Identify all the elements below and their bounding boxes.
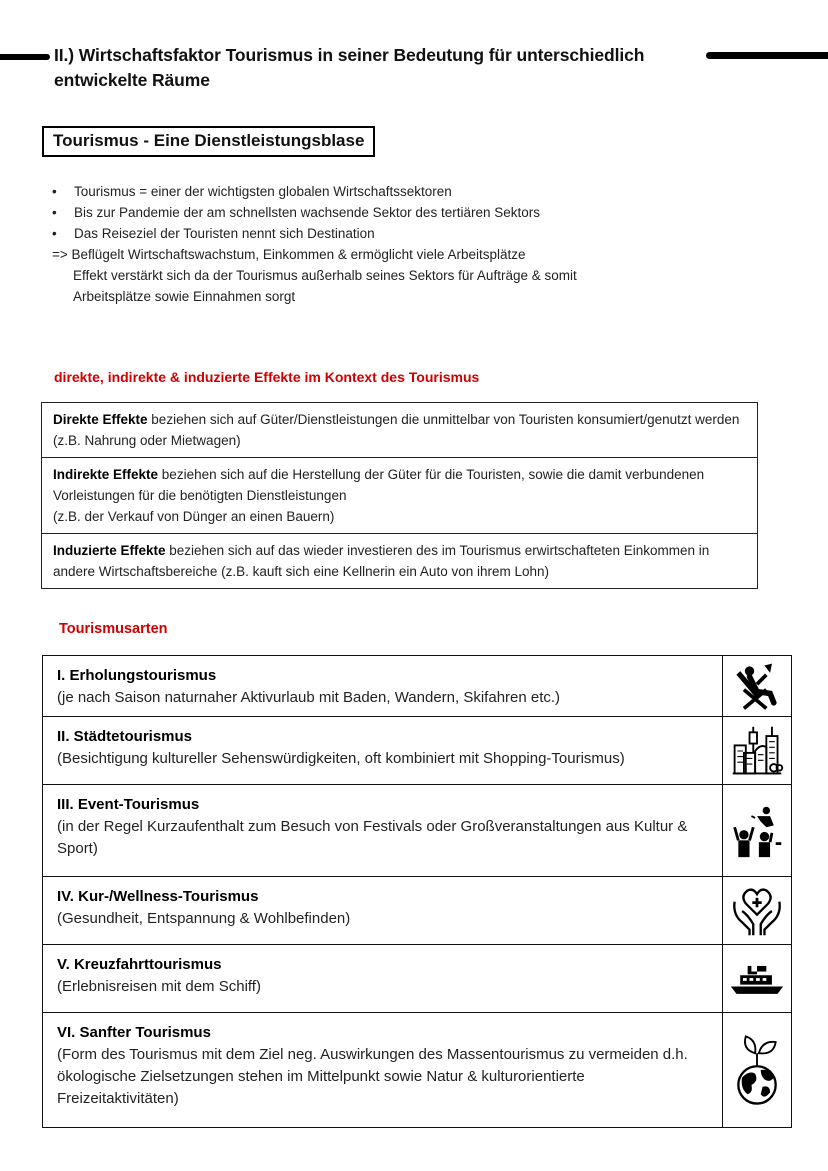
effects-row-indirect: Indirekte Effekte beziehen sich auf die Herstellung der Güter für die Touristen, sowie die damit verbundenen Vorleistungen für die benötigten Dienstleistungen (z.B. der Verkauf von Dünger an einen Bauern) [42, 457, 757, 533]
section-title-box: Tourismus - Eine Dienstleistungsblase [42, 126, 375, 157]
conclusion-line: => Beflügelt Wirtschaftswachstum, Einkommen & ermöglicht viele Arbeitsplätze [52, 247, 526, 262]
cruise-ship-icon [723, 945, 791, 1012]
effects-row-induced: Induzierte Effekte beziehen sich auf das wieder investieren des im Tourismus erwirtschafteten Einkommen in andere Wirtschaftsbereiche (z.B. kauft sich eine Kellnerin ein Auto von ihrem Lohn) [42, 533, 757, 588]
page-title: II.) Wirtschaftsfaktor Tourismus in seiner Bedeutung für unterschiedlich entwickelte Räume [54, 45, 645, 90]
conclusion-detail: Arbeitsplätze sowie Einnahmen sorgt [73, 289, 296, 304]
conclusion-detail: Effekt verstärkt sich da der Tourismus außerhalb seines Sektors für Aufträge & somit [73, 268, 577, 283]
list-item: • Das Reiseziel der Touristen nennt sich Destination [52, 223, 577, 244]
list-item: • Bis zur Pandemie der am schnellsten wachsende Sektor des tertiären Sektors [52, 202, 577, 223]
heart-hands-icon [723, 877, 791, 944]
table-row: V. Kreuzfahrttourismus (Erlebnisreisen mit dem Schiff) [43, 944, 791, 1012]
bullet-icon: • [52, 184, 57, 199]
table-row: IV. Kur-/Wellness-Tourismus (Gesundheit, Entspannung & Wohlbefinden) [43, 876, 791, 944]
effects-table [41, 402, 758, 589]
table-row: III. Event-Tourismus (in der Regel Kurzaufenthalt zum Besuch von Festivals oder Großveranstaltungen aus Kultur & Sport) [43, 784, 791, 876]
table-row: II. Städtetourismus (Besichtigung kultureller Sehenswürdigkeiten, oft kombiniert mit Shopping-Tourismus) [43, 716, 791, 784]
city-skyline-icon [723, 717, 791, 784]
list-item: • Tourismus = einer der wichtigsten globalen Wirtschaftssektoren [52, 181, 577, 202]
table-row: VI. Sanfter Tourismus (Form des Tourismus mit dem Ziel neg. Auswirkungen des Massentourismus zu vermeiden d.h. ökologische Zielsetzungen stehen im Mittelpunkt sowie Natur & kulturorientierte Freizeitaktivitäten) [43, 1012, 791, 1127]
effects-heading: direkte, indirekte & induzierte Effekte im Kontext des Tourismus [54, 369, 480, 385]
table-row: I. Erholungstourismus (je nach Saison naturnaher Aktivurlaub mit Baden, Wandern, Skifahren etc.) [43, 656, 791, 716]
tourism-types-heading: Tourismusarten [59, 621, 168, 637]
bullet-list [52, 181, 577, 307]
decorative-rule-left [0, 54, 50, 60]
globe-sprout-icon [723, 1013, 791, 1127]
arrow-icon: => [52, 247, 68, 262]
tourism-types-table [42, 655, 792, 1128]
bullet-icon: • [52, 226, 57, 241]
effects-row-direct: Direkte Effekte beziehen sich auf Güter/Dienstleistungen die unmittelbar von Touristen konsumiert/genutzt werden (z.B. Nahrung oder Mietwagen) [53, 412, 740, 448]
bullet-icon: • [52, 205, 57, 220]
decorative-rule-right [706, 52, 828, 59]
concert-crowd-icon [723, 785, 791, 876]
deckchair-relax-icon [723, 656, 791, 716]
